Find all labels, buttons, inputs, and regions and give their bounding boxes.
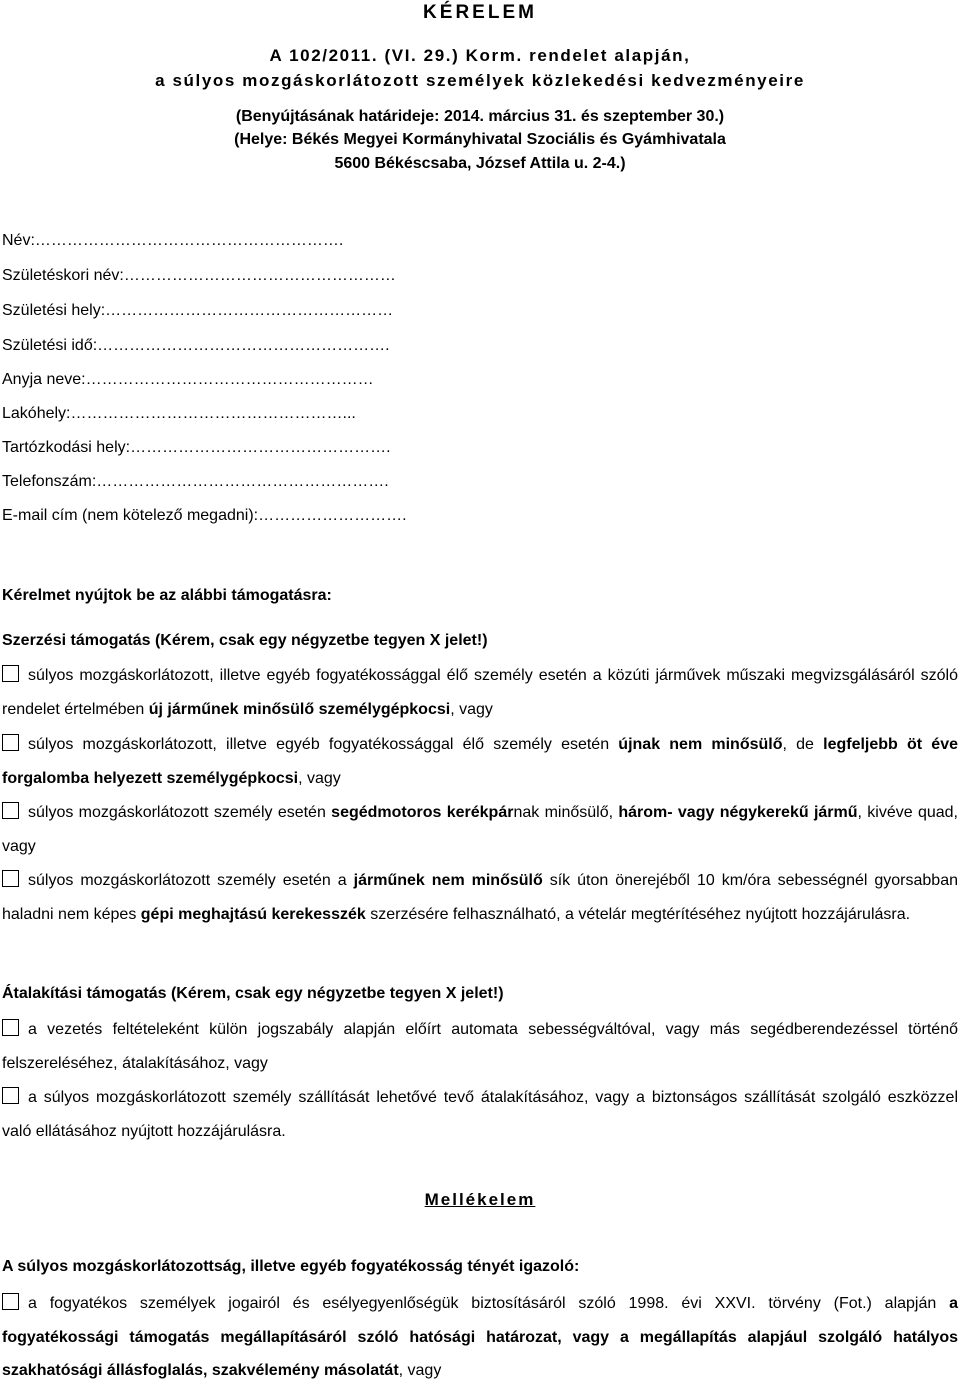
checkbox-transport-conversion[interactable] [2,1087,19,1104]
purchase-option-4: súlyos mozgáskorlátozott személy esetén a járműnek nem minősülő sík úton önerejéből 10 km/óra sebességnél gyorsabban haladni nem képes gépi meghajtású kerekesszék szerzésére felhasználható, a vételár megtérítéséhez nyújtott hozzájárulásra. [2,872,958,923]
deadline-line: (Benyújtásának határideje: 2014. március 31. és szeptember 30.) [235,108,725,125]
attachment-title: Mellékelem [424,1190,536,1209]
checkbox-automatic-gearbox[interactable] [2,1019,19,1036]
conversion-support-heading: Átalakítási támogatás (Kérem, csak egy négyzetbe tegyen X jelet!) [2,985,504,1002]
place-line-1: (Helye: Békés Megyei Kormányhivatal Szociális és Gyámhivatala [234,131,726,148]
purchase-option-3: súlyos mozgáskorlátozott személy esetén segédmotoros kerékpárnak minősülő, három- vagy négykerekű jármű, kivéve quad, vagy [2,804,958,855]
checkbox-new-car[interactable] [2,665,19,682]
residence-field[interactable]: Lakóhely:……………………………………………... [2,405,356,422]
checkbox-moped[interactable] [2,802,19,819]
place-line-2: 5600 Békéscsaba, József Attila u. 2-4.) [334,155,626,172]
conversion-option-2: a súlyos mozgáskorlátozott személy szállítását lehetővé tevő átalakításához, vagy a biztonságos szállítását szolgáló eszközzel való ellátásához nyújtott hozzájárulásra. [2,1089,958,1140]
name-field[interactable]: Név:…………………………………………………. [2,232,344,249]
checkbox-disability-decision[interactable] [2,1293,19,1310]
checkbox-used-car[interactable] [2,734,19,751]
regulation-line-2: a súlyos mozgáskorlátozott személyek közlekedési kedvezményeire [155,71,805,90]
request-heading: Kérelmet nyújtok be az alábbi támogatásra: [2,587,332,604]
birth-name-field[interactable]: Születéskori név:…………………………………………… [2,267,396,284]
purchase-option-1: súlyos mozgáskorlátozott, illetve egyéb fogyatékossággal élő személy esetén a közúti járművek műszaki megvizsgálásáról szóló rendelet értelmében új járműnek minősülő személygépkocsi, vagy [2,667,958,718]
regulation-line-1: A 102/2011. (VI. 29.) Korm. rendelet alapján, [269,46,691,65]
purchase-option-2: súlyos mozgáskorlátozott, illetve egyéb fogyatékossággal élő személy esetén újnak nem minősülő, de legfeljebb öt éve forgalomba helyezett személygépkocsi, vagy [2,736,958,787]
attachment-option-1: a fogyatékos személyek jogairól és esélyegyenlőségük biztosításáról szóló 1998. évi XXVI. törvény (Fot.) alapján a fogyatékossági támogatás megállapításáról szóló hatósági határozat, vagy a megállapítás alapjául szolgáló hatályos szakhatósági állásfoglalás, szakvélemény másolatát, vagy [2,1295,958,1379]
birth-date-field[interactable]: Születési idő:………………………………………………. [2,337,390,354]
phone-field[interactable]: Telefonszám:………………………………………………. [2,473,389,490]
email-field[interactable]: E-mail cím (nem kötelező megadni):………………………. [2,507,407,524]
checkbox-wheelchair[interactable] [2,870,19,887]
birth-place-field[interactable]: Születési hely:……………………………………………… [2,302,394,319]
temporary-residence-field[interactable]: Tartózkodási hely:…………………………………………. [2,439,391,456]
purchase-support-heading: Szerzési támogatás (Kérem, csak egy négyzetbe tegyen X jelet!) [2,632,488,649]
conversion-option-1: a vezetés feltételeként külön jogszabály alapján előírt automata sebességváltóval, vagy más segédberendezéssel történő felszereléséhez, átalakításához, vagy [2,1021,958,1072]
mother-name-field[interactable]: Anyja neve:……………………………………………… [2,371,374,388]
attachment-heading: A súlyos mozgáskorlátozottság, illetve egyéb fogyatékosság tényét igazoló: [2,1258,580,1275]
form-title: KÉRELEM [423,2,537,23]
